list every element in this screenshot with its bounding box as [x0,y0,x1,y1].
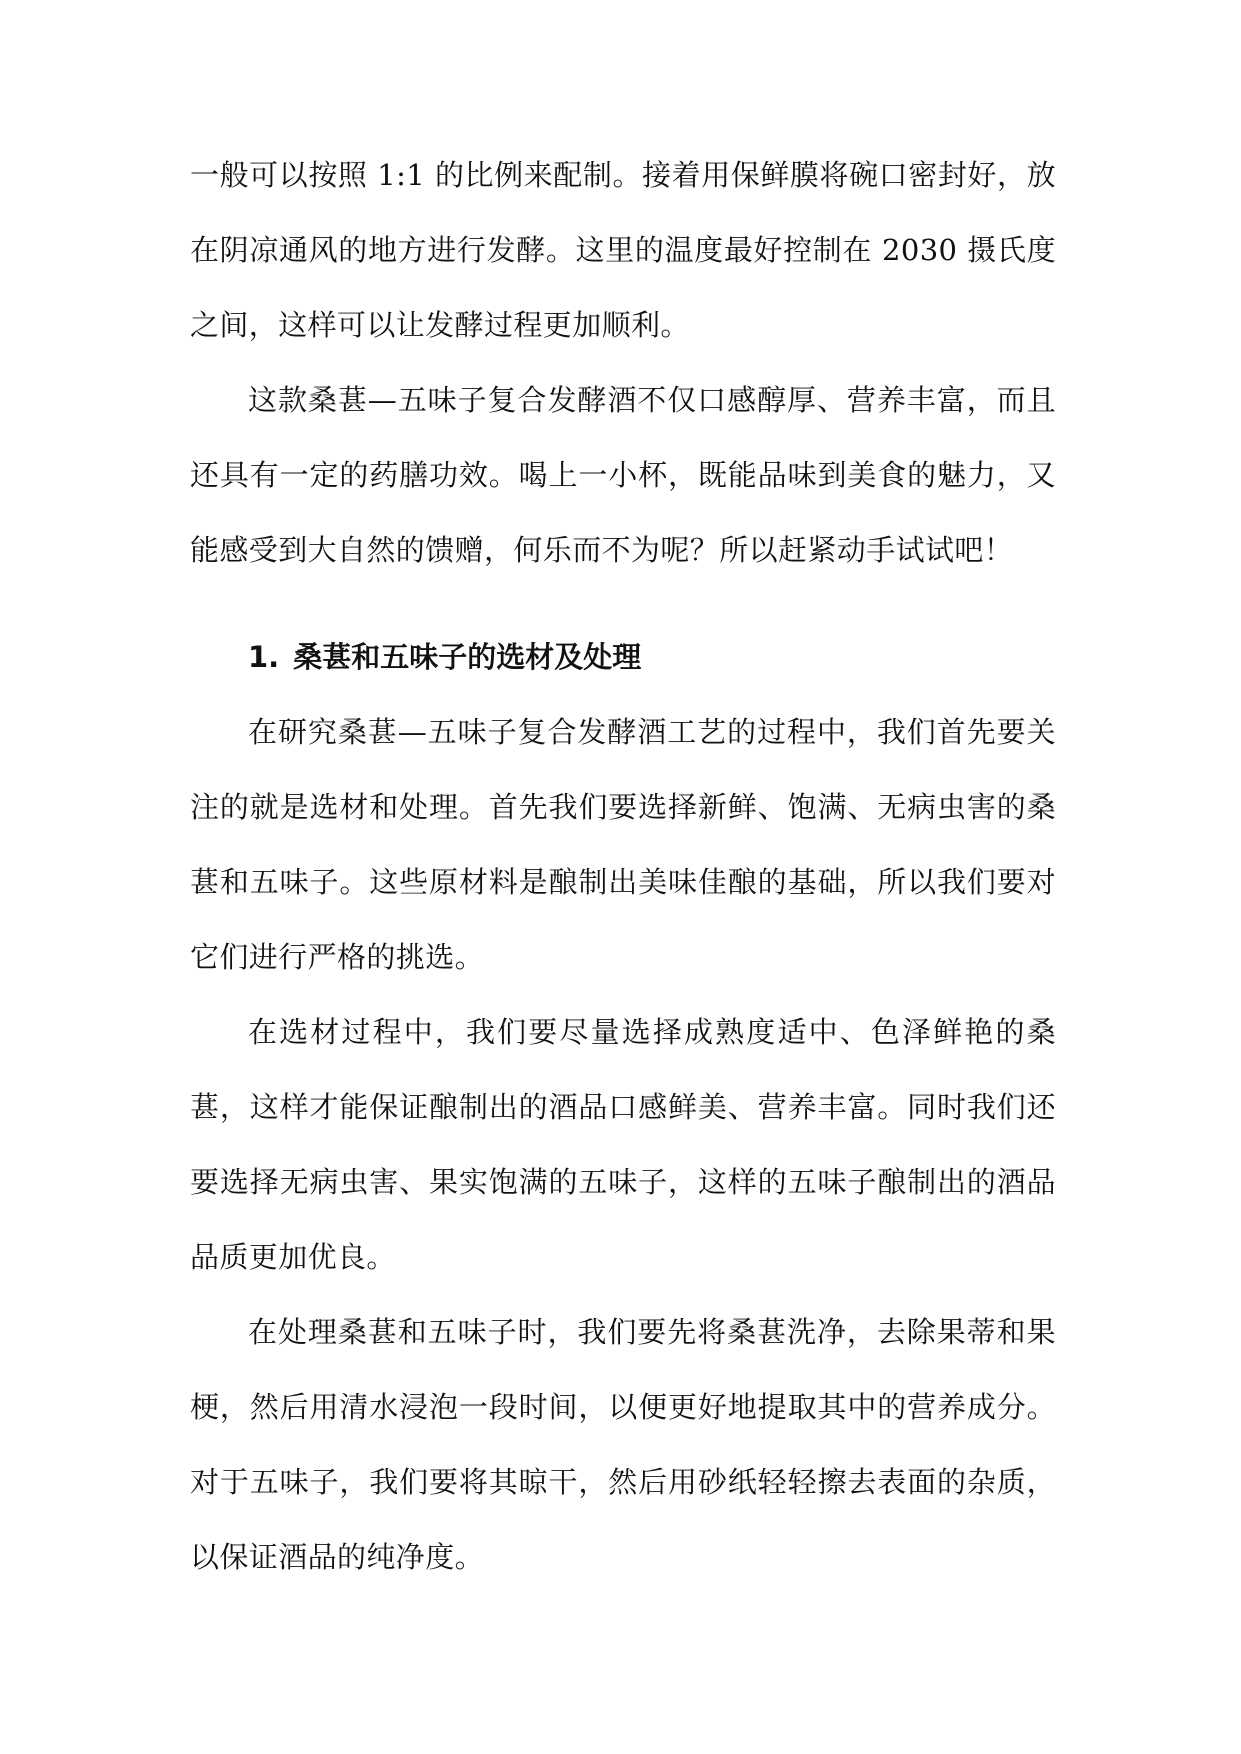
paragraph-continuation: 一般可以按照 1:1 的比例来配制。接着用保鲜膜将碗口密封好，放在阴凉通风的地方进行发酵。这里的温度最好控制在 2030 摄氏度之间，这样可以让发酵过程更加顺利。 [190,158,1056,342]
section-heading [190,620,1056,695]
section-number: 1. [248,640,280,674]
paragraph-selection-process: 在选材过程中，我们要尽量选择成熟度适中、色泽鲜艳的桑葚，这样才能保证酿制出的酒品口感鲜美、营养丰富。同时我们还要选择无病虫害、果实饱满的五味子，这样的五味子酿制出的酒品品质更加优良。 [190,1015,1056,1274]
section-title: 桑葚和五味子的选材及处理 [293,640,642,674]
document-body [190,138,1056,1595]
paragraph-processing: 在处理桑葚和五味子时，我们要先将桑葚洗净，去除果蒂和果梗，然后用清水浸泡一段时间，以便更好地提取其中的营养成分。对于五味子，我们要将其晾干，然后用砂纸轻轻擦去表面的杂质，以保证酒品的纯净度。 [190,1315,1056,1574]
paragraph-summary: 这款桑葚—五味子复合发酵酒不仅口感醇厚、营养丰富，而且还具有一定的药膳功效。喝上一小杯，既能品味到美食的魅力，又能感受到大自然的馈赠，何乐而不为呢？所以赶紧动手试试吧！ [190,383,1056,567]
paragraph-selection-intro: 在研究桑葚—五味子复合发酵酒工艺的过程中，我们首先要关注的就是选材和处理。首先我们要选择新鲜、饱满、无病虫害的桑葚和五味子。这些原材料是酿制出美味佳酿的基础，所以我们要对它们进行严格的挑选。 [190,715,1056,974]
